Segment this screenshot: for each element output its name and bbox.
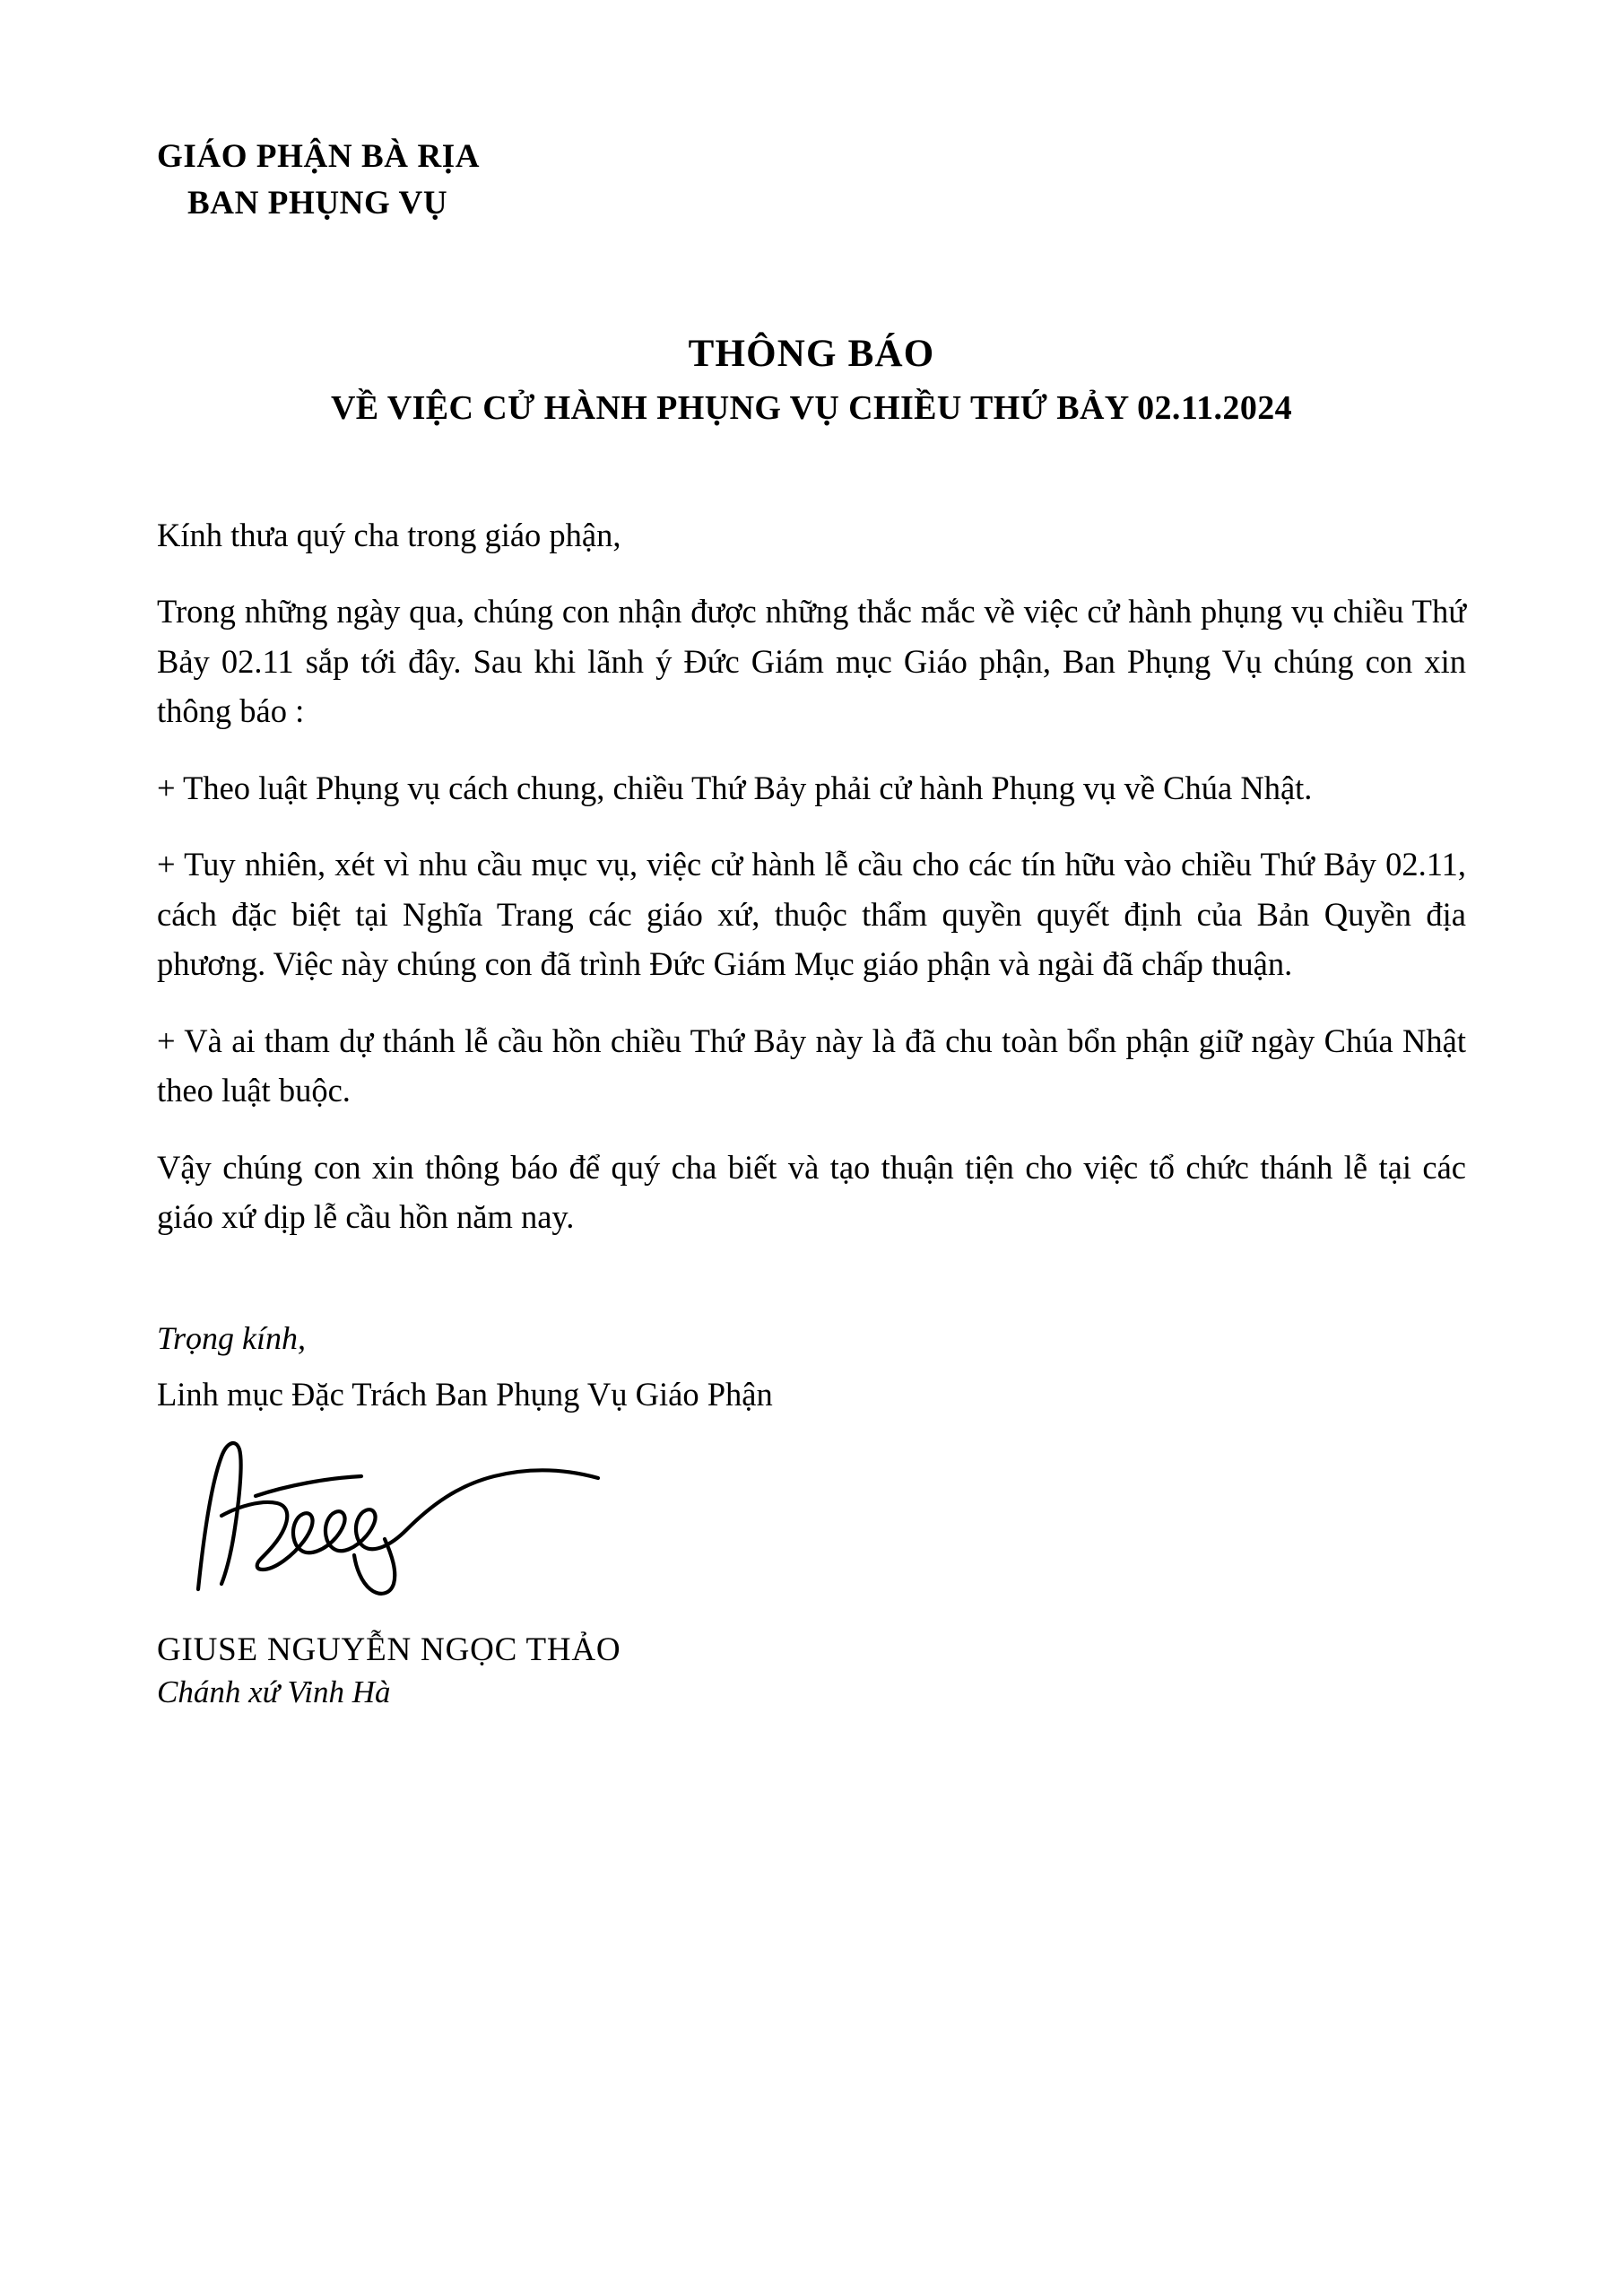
salutation: Kính thưa quý cha trong giáo phận, xyxy=(157,516,621,553)
body-paragraph: + Tuy nhiên, xét vì nhu cầu mục vụ, việc cử hành lễ cầu cho các tín hữu vào chiều Thứ Bảy 02.11, cách đặc biệt tại Nghĩa Trang các giáo xứ, thuộc thẩm quyền quyết định của Bản Quyền địa phương. Việc này chúng con đã trình Đức Giám Mục giáo phận và ngài đã chấp thuận. xyxy=(157,846,1466,983)
signer-name: GIUSE NGUYỄN NGỌC THẢO xyxy=(157,1631,621,1668)
body-paragraph: Vậy chúng con xin thông báo để quý cha biết và tạo thuận tiện cho việc tổ chức thánh lễ tại các giáo xứ dịp lễ cầu hồn năm nay. xyxy=(157,1148,1466,1236)
signature-block xyxy=(157,1319,1466,1710)
signer-position: Chánh xứ Vinh Hà xyxy=(157,1674,391,1709)
body-paragraph: + Theo luật Phụng vụ cách chung, chiều Thứ Bảy phải cử hành Phụng vụ về Chúa Nhật. xyxy=(157,769,1313,806)
document-body xyxy=(157,510,1466,1242)
closing-regards: Trọng kính, xyxy=(157,1319,307,1356)
diocese-name: GIÁO PHẬN BÀ RỊA xyxy=(157,138,481,175)
department-name: BAN PHỤNG VỤ xyxy=(187,184,448,222)
handwritten-signature-icon xyxy=(162,1430,664,1600)
document-subtitle: VỀ VIỆC CỬ HÀNH PHỤNG VỤ CHIỀU THỨ BẢY 02.11.2024 xyxy=(330,388,1293,427)
body-paragraph: Trong những ngày qua, chúng con nhận được những thắc mắc về việc cử hành phụng vụ chiều Thứ Bảy 02.11 sắp tới đây. Sau khi lãnh ý Đức Giám mục Giáo phận, Ban Phụng Vụ chúng con xin thông báo : xyxy=(157,593,1466,730)
letterhead xyxy=(157,135,1466,226)
signer-role: Linh mục Đặc Trách Ban Phụng Vụ Giáo Phận xyxy=(157,1375,773,1413)
title-block xyxy=(157,332,1466,428)
document-title: THÔNG BÁO xyxy=(688,332,935,375)
body-paragraph: + Và ai tham dự thánh lễ cầu hồn chiều Thứ Bảy này là đã chu toàn bổn phận giữ ngày Chúa Nhật theo luật buộc. xyxy=(157,1022,1466,1109)
